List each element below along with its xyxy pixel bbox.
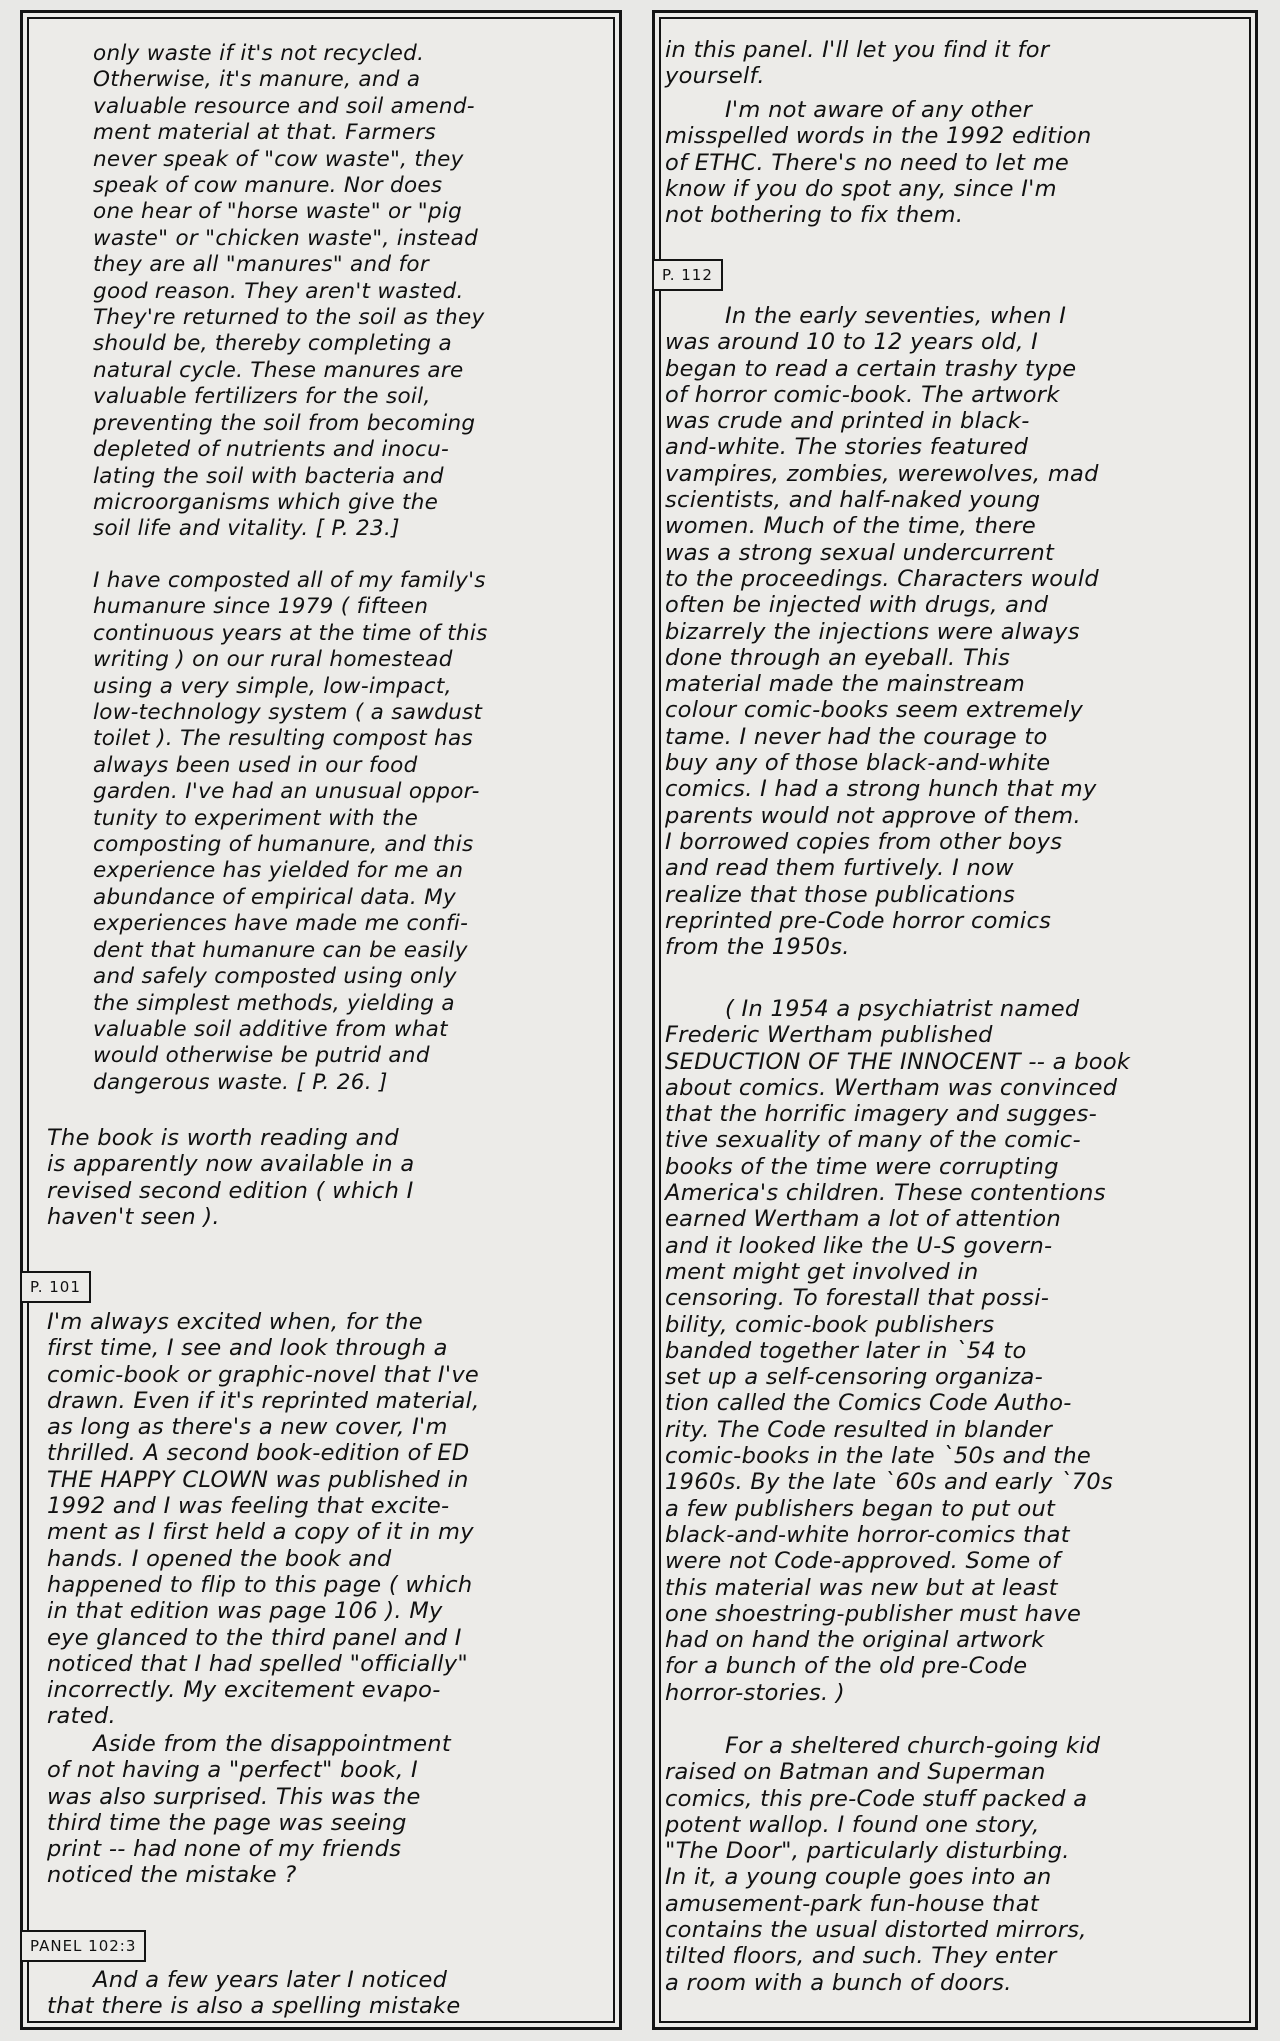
p112-paragraph-1: In the early seventies, when I was around 10 to 12 years old, I began to read a certain trashy type of horror comic-book. The artwork was crude and printed in black- and-white. The stories featured vampires, zombies, werewolves, mad scientists, and half-naked young women. Much of the time, there was a strong sexual undercurrent to the proceedings. Characters would often be injected with drugs, and bizarrely the injections were always done through an eyeball. This material made the mainstream colour comic-books seem extremely tame. I never had the courage to buy any of those black-and-white comics. I had a strong hunch that my parents would not approve of them. I borrowed copies from other boys and read them furtively. I now realize that those publications reprinted pre-Code horror comics from the 1950s. <box>665 303 1099 961</box>
quote-humanure: I have composted all of my family's humanure since 1979 ( fifteen continuous years at the time of this writing ) on our rural homestead using a very simple, low-impact, low-technology system ( a sawdust toilet ). The resulting compost has always been used in our food garden. I've had an unusual oppor- tunity to experiment with the composting of humanure, and this experience has yielded for me an abundance of empirical data. My experiences have made me confi- dent that humanure can be easily and safely composted using only the simplest methods, yielding a valuable soil additive from what would otherwise be putrid and dangerous waste. [ P. 26. ] <box>93 568 488 1095</box>
quote-manure: only waste if it's not recycled. Otherwise, it's manure, and a valuable resource and soil amend- ment material at that. Farmers never speak of "cow waste", they speak of cow manure. Nor does one hear of "horse waste" or "pig waste" or "chicken waste", instead they are all "manures" and for good reason. They aren't wasted. They're returned to the soil as they should be, thereby completing a natural cycle. These manures are valuable fertilizers for the soil, preventing the soil from becoming depleted of nutrients and inocu- lating the soil with bacteria and microorganisms which give the soil life and vitality. [ P. 23.] <box>93 41 485 542</box>
page-tag-p101: P. 101 <box>20 1271 91 1303</box>
page-tag-p112: P. 112 <box>652 259 723 291</box>
left-column <box>20 10 622 2030</box>
continued-paragraph: in this panel. I'll let you find it for yourself. <box>665 37 1050 90</box>
page-tag-panel-102-3: PANEL 102:3 <box>20 1930 146 1962</box>
p101-paragraph-1: I'm always excited when, for the first time, I see and look through a comic-book or graphic-novel that I've drawn. Even if it's reprinted material, as long as there's a new cover, I'm thrilled. A second book-edition of ED THE HAPPY CLOWN was published in 1992 and I was feeling that excite- ment as I first held a copy of it in my hands. I opened the book and happened to flip to this page ( which in that edition was page 106 ). My eye glanced to the third panel and I noticed that I had spelled "officially" incorrectly. My excitement evapo- rated. <box>47 1309 480 1730</box>
right-column <box>652 10 1258 2030</box>
misspell-paragraph: I'm not aware of any other misspelled words in the 1992 edition of ETHC. There's no need to let me know if you do spot any, since I'm not bothering to fix them. <box>665 97 1092 229</box>
p112-paragraph-3: For a sheltered church-going kid raised on Batman and Superman comics, this pre-Code stuff packed a potent wallop. I found one story, "The Door", particularly disturbing. In it, a young couple goes into an amusement-park fun-house that contains the usual distorted mirrors, tilted floors, and such. They enter a room with a bunch of doors. <box>665 1733 1101 1996</box>
p112-paragraph-2: ( In 1954 a psychiatrist named Frederic Wertham published SEDUCTION OF THE INNOCENT -- a book about comics. Wertham was convinced that the horrific imagery and sugges- tive sexuality of many of the comic- books of the time were corrupting America's children. These contentions earned Wertham a lot of attention and it looked like the U-S govern- ment might get involved in censoring. To forestall that possi- bility, comic-book publishers banded together later in `54 to set up a self-censoring organiza- tion called the Comics Code Autho- rity. The Code resulted in blander comic-books in the late `50s and the 1960s. By the late `60s and early `70s a few publishers began to put out black-and-white horror-comics that were not Code-approved. Some of this material was new but at least one shoestring-publisher must have had on hand the original artwork for a bunch of the old pre-Code horror-stories. ) <box>665 996 1131 1706</box>
p101-paragraph-2: Aside from the disappointment of not having a "perfect" book, I was also surprised. This was the third time the page was seeing print -- had none of my friends noticed the mistake ? <box>47 1731 451 1889</box>
panel-102-paragraph: And a few years later I noticed that there is also a spelling mistake <box>47 1967 461 2020</box>
book-note: The book is worth reading and is apparently now available in a revised second edition ( which I haven't seen ). <box>47 1125 415 1230</box>
